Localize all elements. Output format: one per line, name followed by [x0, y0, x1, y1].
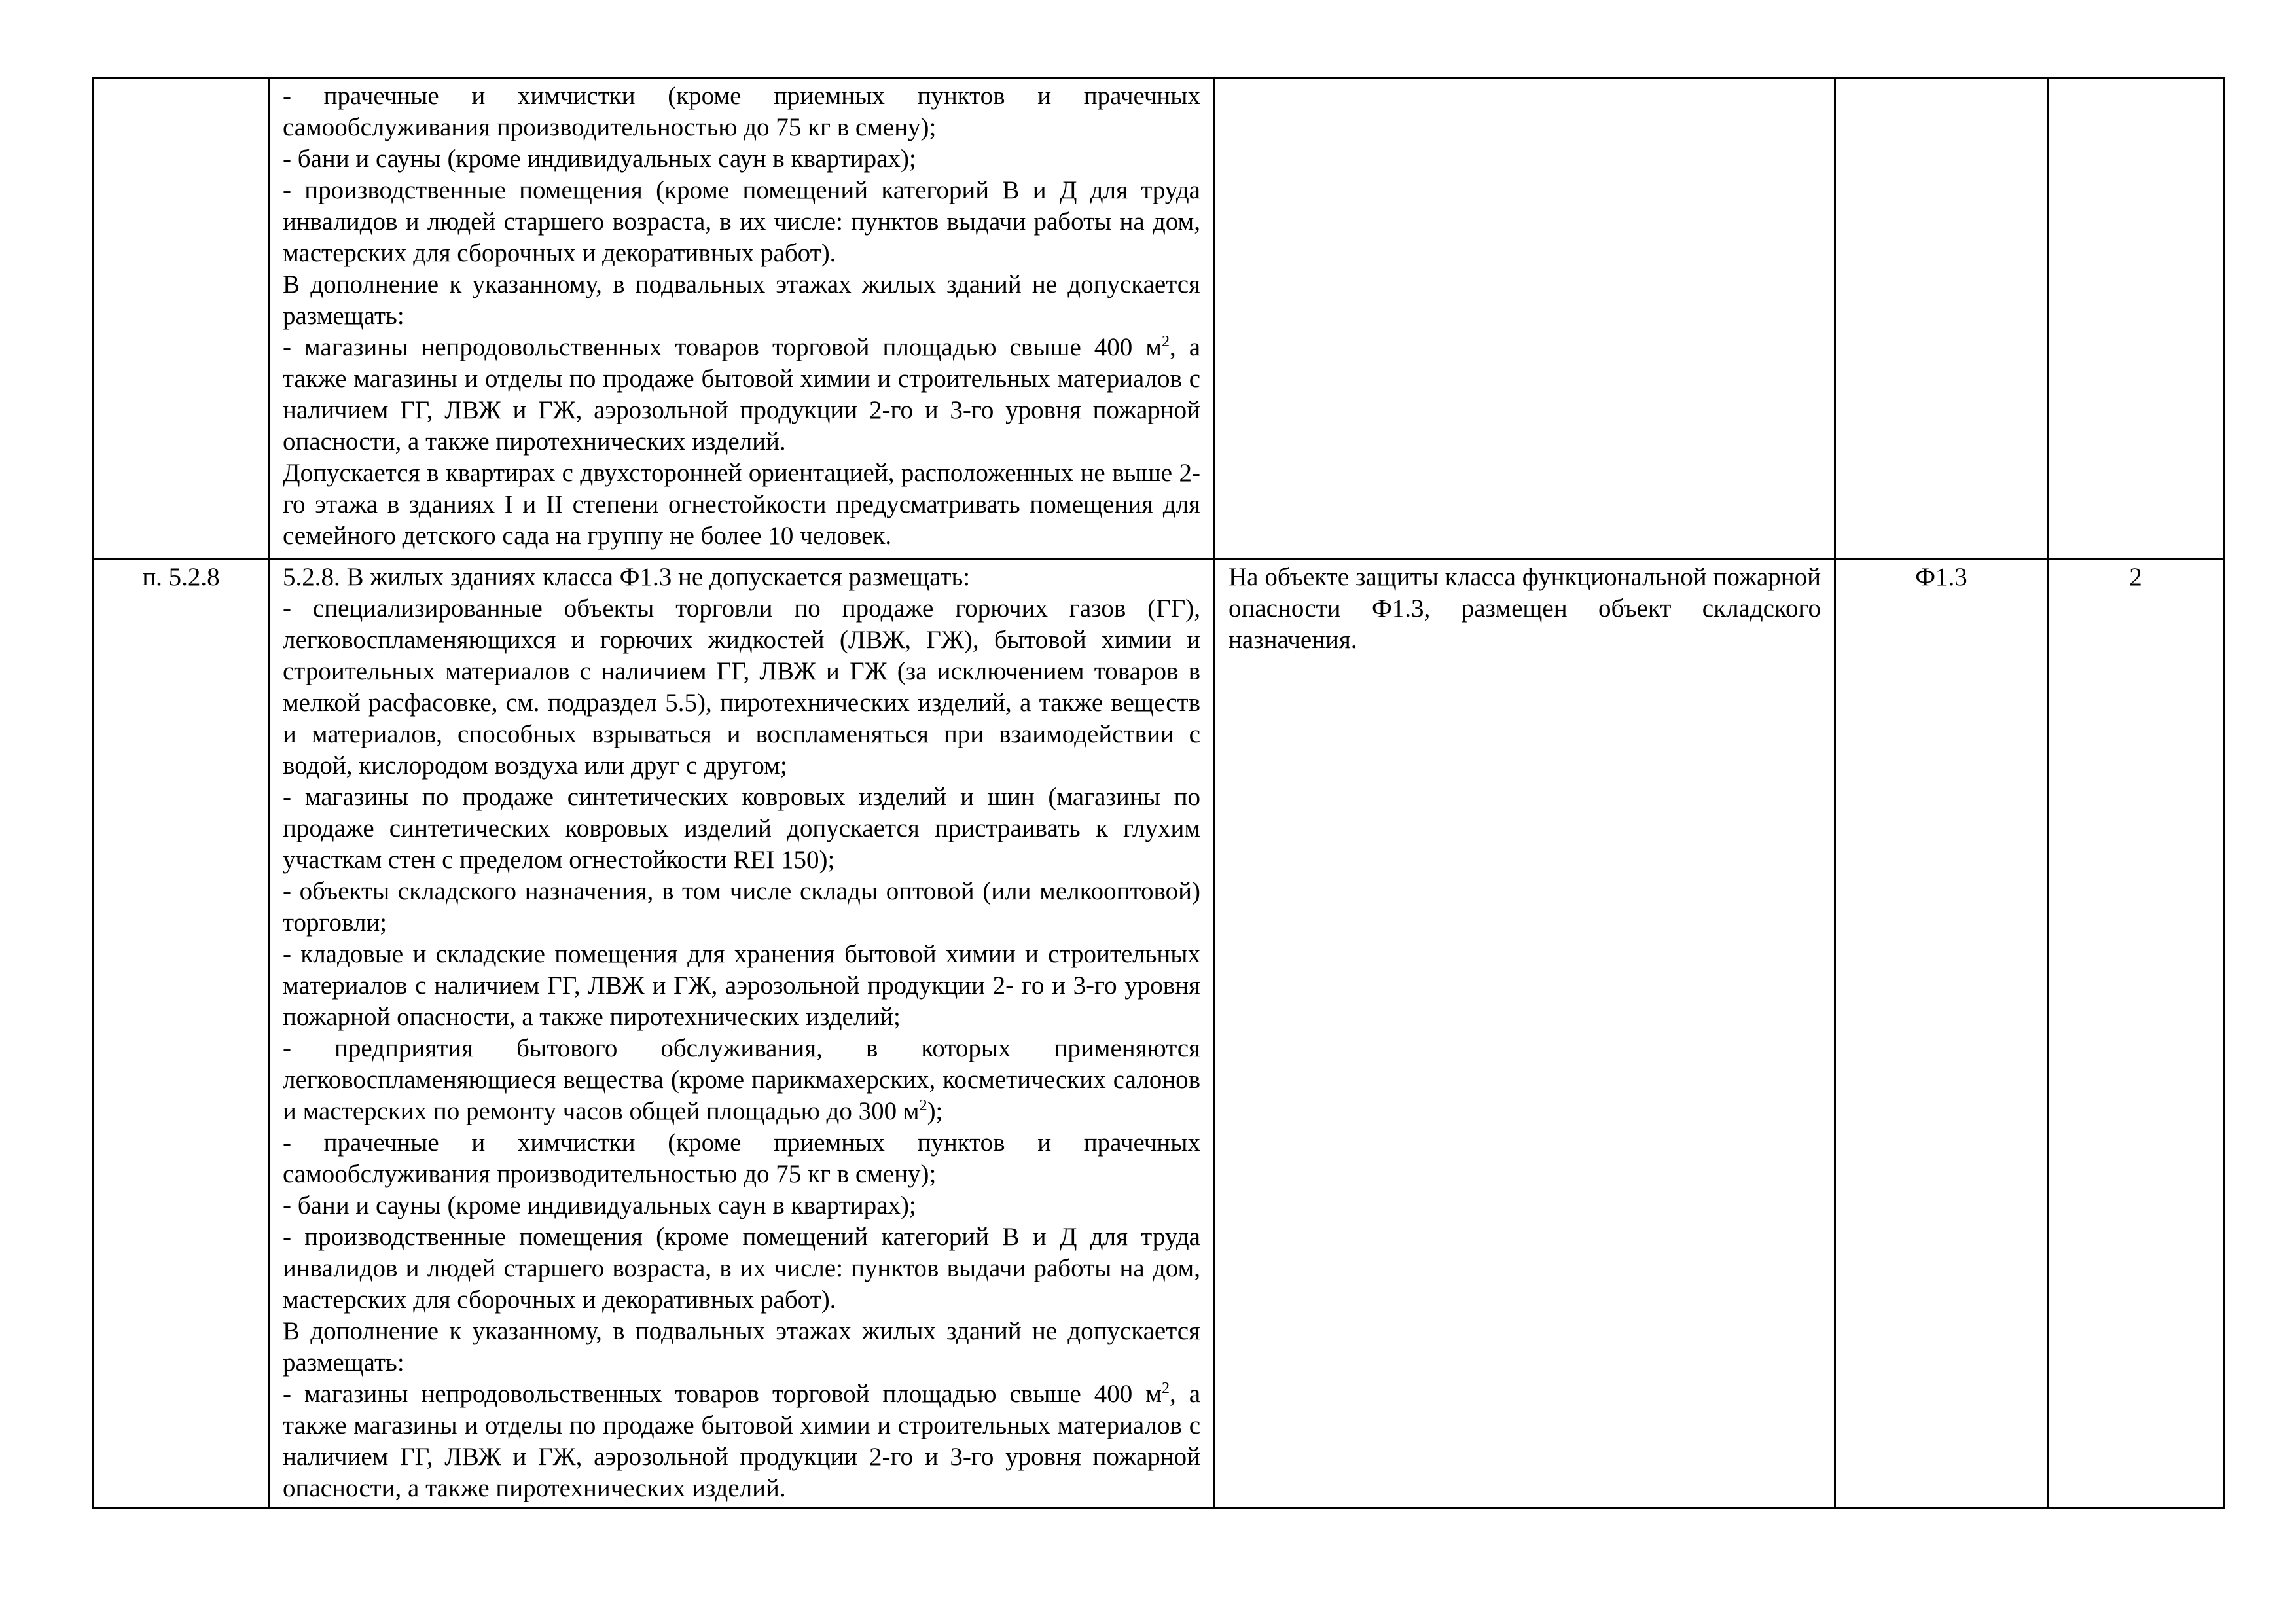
- requirement-paragraph: - производственные помещения (кроме помещений категорий В и Д для труда инвалидов и людей старшего возраста, в их числе: пунктов выдачи работы на дом, мастерских для сборочных и декоративных работ).: [283, 1223, 1200, 1314]
- table-row: [94, 79, 2224, 560]
- reference-cell: [94, 79, 269, 560]
- class-cell: [1835, 79, 2048, 560]
- requirement-paragraph: - производственные помещения (кроме помещений категорий В и Д для труда инвалидов и людей старшего возраста, в их числе: пунктов выдачи работы на дом, мастерских для сборочных и декоративных работ).: [283, 176, 1200, 267]
- requirement-paragraph: - кладовые и складские помещения для хранения бытовой химии и строительных материалов с наличием ГГ, ЛВЖ и ГЖ, аэрозольной продукции 2- го и 3-го уровня пожарной опасности, а также пиротехнических изделий;: [283, 940, 1200, 1031]
- reference-cell: п. 5.2.8: [94, 560, 269, 1508]
- requirement-paragraph: - бани и сауны (кроме индивидуальных саун в квартирах);: [283, 145, 916, 173]
- requirement-paragraph: - магазины по продаже синтетических ковровых изделий и шин (магазины по продаже синтетических ковровых изделий допускается пристраивать к глухим участкам стен с пределом огнестойкости REI 150);: [283, 783, 1200, 874]
- violation-text: На объекте защиты класса функциональной пожарной опасности Ф1.3, размещен объект складского назначения.: [1229, 563, 1821, 654]
- requirement-paragraph: - объекты складского назначения, в том числе склады оптовой (или мелкооптовой) торговли;: [283, 877, 1200, 937]
- count-cell: 2: [2048, 560, 2224, 1508]
- requirement-paragraph: - магазины непродовольственных товаров торговой площадью свыше 400 $м^2$, а также магазины и отделы по продаже бытовой химии и строительных материалов с наличием ГГ, ЛВЖ и ГЖ, аэрозольной продукции 2-го и 3-го уровня пожарной опасности, а также пиротехнических изделий.: [283, 333, 1200, 456]
- requirement-paragraph: - прачечные и химчистки (кроме приемных пунктов и прачечных самообслуживания производительностью до 75 кг в смену);: [283, 1128, 1200, 1188]
- requirement-cell: [269, 79, 1215, 560]
- requirements-table: [92, 77, 2225, 1509]
- requirement-paragraph: 5.2.8. В жилых зданиях класса Ф1.3 не допускается размещать:: [283, 563, 971, 591]
- requirement-paragraph: - магазины непродовольственных товаров торговой площадью свыше 400 $м^2$, а также магазины и отделы по продаже бытовой химии и строительных материалов с наличием ГГ, ЛВЖ и ГЖ, аэрозольной продукции 2-го и 3-го уровня пожарной опасности, а также пиротехнических изделий.: [283, 1380, 1200, 1502]
- table-row: [94, 560, 2224, 1508]
- requirement-paragraph: - специализированные объекты торговли по продаже горючих газов (ГГ), легковоспламеняющихся и горючих жидкостей (ЛВЖ, ГЖ), бытовой химии и строительных материалов с наличием ГГ, ЛВЖ и ГЖ (за исключением товаров в мелкой расфасовке, см. подраздел 5.5), пиротехнических изделий, а также веществ и материалов, способных взрываться и воспламеняться при взаимодействии с водой, кислородом воздуха или друг с другом;: [283, 594, 1200, 780]
- requirement-paragraph: В дополнение к указанному, в подвальных этажах жилых зданий не допускается размещать:: [283, 1317, 1200, 1377]
- requirement-paragraph: - бани и сауны (кроме индивидуальных саун в квартирах);: [283, 1191, 916, 1219]
- class-cell: Ф1.3: [1835, 560, 2048, 1508]
- requirement-paragraph: В дополнение к указанному, в подвальных этажах жилых зданий не допускается размещать:: [283, 270, 1200, 330]
- requirement-paragraph: Допускается в квартирах с двухсторонней ориентацией, расположенных не выше 2-го этажа в зданиях I и II степени огнестойкости предусматривать помещения для семейного детского сада на группу не более 10 человек.: [283, 459, 1200, 550]
- violation-cell: [1215, 560, 1835, 1508]
- requirement-paragraph: - предприятия бытового обслуживания, в которых применяются легковоспламеняющиеся вещества (кроме парикмахерских, косметических салонов и мастерских по ремонту часов общей площадью до 300 $м^2$);: [283, 1034, 1200, 1125]
- requirement-paragraph: - прачечные и химчистки (кроме приемных пунктов и прачечных самообслуживания производительностью до 75 кг в смену);: [283, 82, 1200, 141]
- count-cell: [2048, 79, 2224, 560]
- requirement-cell: [269, 560, 1215, 1508]
- violation-cell: [1215, 79, 1835, 560]
